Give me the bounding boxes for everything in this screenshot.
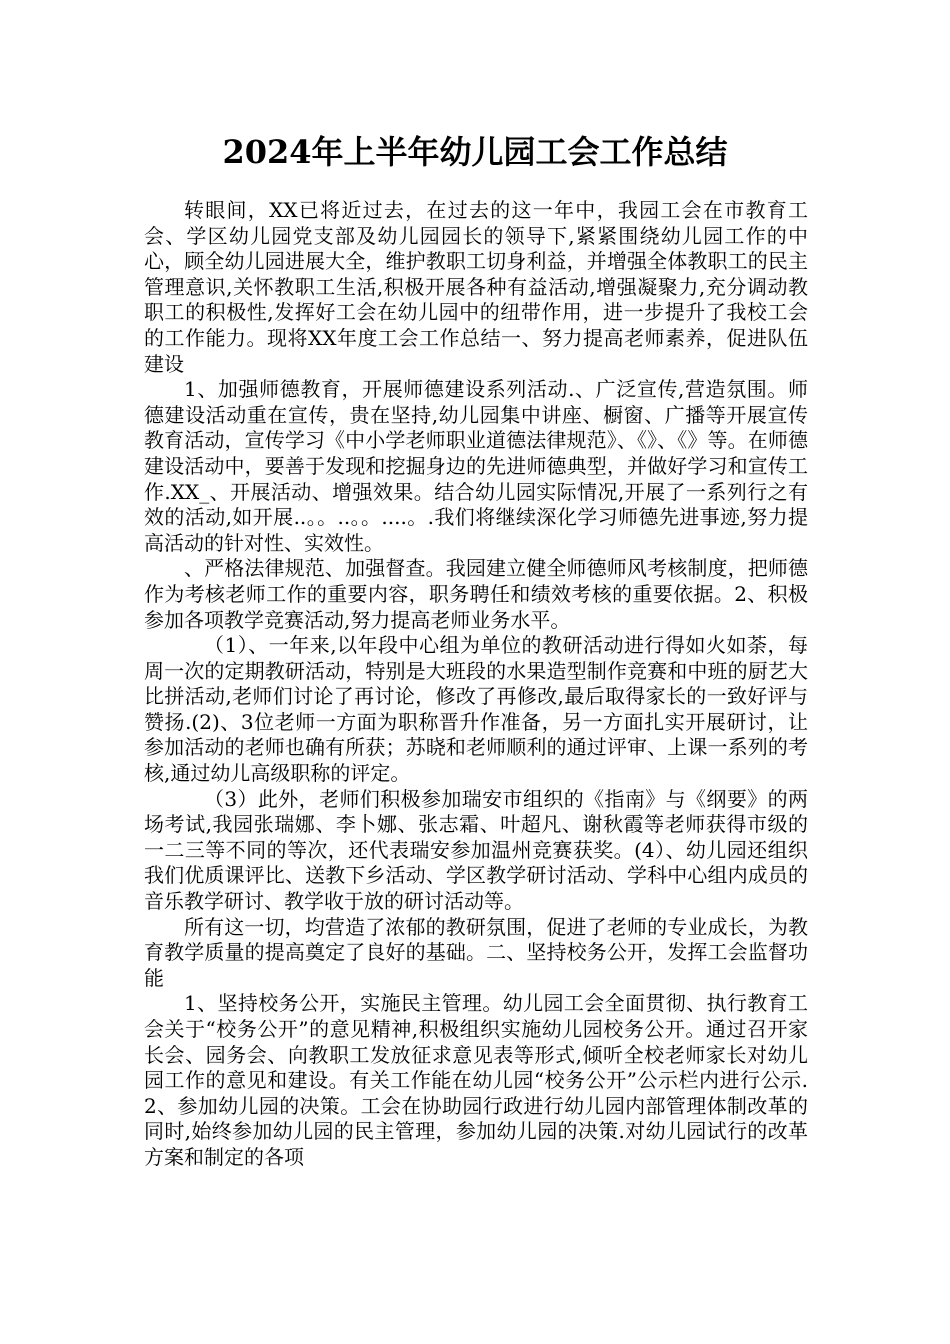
- document-body: [144, 198, 808, 1171]
- paragraph-affairs-openness: 1、坚持校务公开，实施民主管理。幼儿园工会全面贯彻、执行教育工会关于“校务公开”的意见精神,积极组织实施幼儿园校务公开。通过召开家长会、园务会、向教职工发放征求意见表等形式,倾听全校老师家长对幼儿园工作的意见和建设。有关工作能在幼儿园“校务公开”公示栏内进行公示.2、参加幼儿园的决策。工会在协助园行政进行幼儿园内部管理体制改革的同时,始终参加幼儿园的民主管理，参加幼儿园的决策.对幼儿园试行的改革方案和制定的各项: [144, 991, 808, 1169]
- paragraph-teaching-research: （1）、一年来,以年段中心组为单位的教研活动进行得如火如荼，每周一次的定期教研活动，特别是大班段的水果造型制作竞赛和中班的厨艺大比拼活动,老师们讨论了再讨论，修改了再修改,最后取得家长的一致好评与赞扬.(2)、3位老师一方面为职称晋升作准备，另一方面扎实开展研讨，让参加活动的老师也确有所获；苏晓和老师顺利的通过评审、上课一系列的考核,通过幼儿高级职称的评定。: [144, 633, 808, 786]
- paragraph-exams: （3）此外，老师们积极参加瑞安市组织的《指南》与《纲要》的两场考试,我园张瑞娜、李卜娜、张志霜、叶超凡、谢秋霞等老师获得市级的一二三等不同的等次，还代表瑞安参加温州竞赛获奖。(4）、幼儿园还组织我们优质课评比、送教下乡活动、学区教学研讨活动、学科中心组内成员的音乐教学研讨、教学收于放的研讨活动等。: [144, 786, 808, 914]
- paragraph-intro: 转眼间，XX已将近过去，在过去的这一年中，我园工会在市教育工会、学区幼儿园党支部及幼儿园园长的领导下,紧紧围绕幼儿园工作的中心，顾全幼儿园进展大全，维护教职工切身利益，并增强全体教职工的民主管理意识,关怀教职工生活,积极开展各种有益活动,增强凝聚力,充分调动教职工的积极性,发挥好工会在幼儿园中的纽带作用，进一步提升了我校工会的工作能力。现将XX年度工会工作总结一、努力提高老师素养，促进队伍建设: [144, 198, 808, 376]
- paragraph-summary: 所有这一切，均营造了浓郁的教研氛围，促进了老师的专业成长，为教育教学质量的提高奠定了良好的基础。二、坚持校务公开，发挥工会监督功能: [144, 914, 808, 990]
- paragraph-ethics-education: 1、加强师德教育，开展师德建设系列活动.、广泛宣传,营造氛围。师德建设活动重在宣传，贵在坚持,幼儿园集中讲座、橱窗、广播等开展宣传教育活动，宣传学习《中小学老师职业道德法律规范》、《》、《》等。在师德建设活动中，要善于发现和挖掘身边的先进师德典型，并做好学习和宣传工作.XX_、开展活动、增强效果。结合幼儿园实际情况,开展了一系列行之有效的活动,如开展..。。..。。....。.我们将继续深化学习师德先进事迹,努力提高活动的针对性、实效性。: [144, 377, 808, 555]
- paragraph-regulation: 、严格法律规范、加强督查。我园建立健全师德师风考核制度，把师德作为考核老师工作的重要内容，职务聘任和绩效考核的重要依据。2、积极参加各项教学竞赛活动,努力提高老师业务水平。: [144, 556, 808, 632]
- document-title: 2024年上半年幼儿园工会工作总结: [222, 133, 728, 171]
